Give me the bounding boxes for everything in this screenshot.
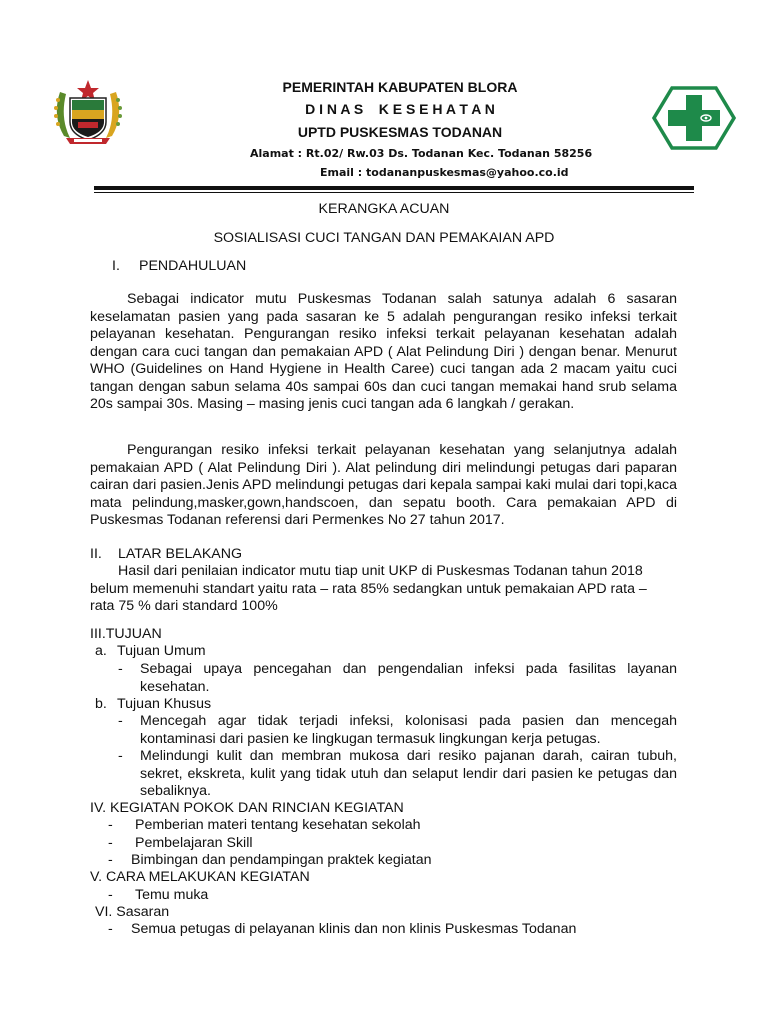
header-address: Alamat : Rt.02/ Rw.03 Ds. Todanan Kec. Todanan 58256 [250, 147, 593, 160]
section-4-heading: IV. KEGIATAN POKOK DAN RINCIAN KEGIATAN [90, 800, 404, 816]
section-2-heading: LATAR BELAKANG [118, 546, 243, 562]
goal-a-title: Tujuan Umum [117, 643, 206, 659]
list-dash: - [108, 887, 113, 903]
list-dash: - [108, 835, 113, 851]
section-5-heading: V. CARA MELAKUKAN KEGIATAN [90, 869, 310, 885]
doc-title: KERANGKA ACUAN [318, 201, 450, 217]
goal-b-label: b. [95, 696, 107, 712]
doc-subtitle: SOSIALISASI CUCI TANGAN DAN PEMAKAIAN APD [213, 230, 555, 246]
section-3-heading: III.TUJUAN [90, 626, 162, 642]
list-dash: - [118, 748, 123, 764]
section-1-paragraph-1: Sebagai indicator mutu Puskesmas Todanan salah satunya adalah 6 sasaran keselamatan pasien yang pada sasaran ke 5 adalah pengurangan resiko infeksi terkait pelayanan kesehatan. Pengurangan resiko infeksi terkait pelayanan kesehatan adalah dengan cara cuci tangan dan pemakaian APD ( Alat Pelindung Diri ) dengan benar. Menurut WHO (Guidelines on Hand Hygiene in Health Caree) cuci tangan ada 2 macam yaitu cuci tangan dengan sabun selama 40s sampai 60s dan cuci tangan memakai hand srub selama 20s sampai 30s. Masing – masing jenis cuci tangan ada 6 langkah / gerakan. [90, 291, 677, 412]
goal-a-label: a. [95, 643, 107, 659]
section-1-paragraph-2: Pengurangan resiko infeksi terkait pelayanan kesehatan yang selanjutnya adalah pemakaian APD ( Alat Pelindung Diri ). Alat pelindung diri melindungi petugas dari paparan cairan dari pasien.Jenis APD melindungi petugas dari kepala sampai kaki mulai dari topi,kaca mata pelindung,masker,gown,handscoen, dan sepatu booth. Cara pemakaian APD di Puskesmas Todanan referensi dari Permenkes No 27 tahun 2017. [90, 442, 677, 528]
section-2-paragraph: Hasil dari penilaian indicator mutu tiap unit UKP di Puskesmas Todanan tahun 2018 belum memenuhi standart yaitu rata – rata 85% sedangkan untuk pemakaian APD rata – rata 75 % dari standard 100% [90, 563, 647, 614]
left-logo [50, 78, 126, 148]
header-divider [94, 186, 694, 190]
section-1-number: I. [112, 258, 120, 274]
header-line-2: D I N A S K E S E H A T A N [305, 101, 495, 117]
header-email: Email : todananpuskesmas@yahoo.co.id [320, 166, 569, 179]
list-dash: - [108, 852, 113, 868]
list-dash: - [118, 713, 123, 729]
blora-emblem-icon [50, 78, 126, 148]
list-dash: - [108, 817, 113, 833]
section-1-heading: PENDAHULUAN [139, 258, 247, 274]
right-logo [652, 86, 736, 150]
header-line-3: UPTD PUSKESMAS TODANAN [297, 124, 503, 140]
header-line-1: PEMERINTAH KABUPATEN BLORA [282, 79, 518, 95]
puskesmas-cross-icon [652, 86, 736, 150]
section-6-heading: VI. Sasaran [95, 904, 170, 920]
goal-b-title: Tujuan Khusus [117, 696, 212, 712]
header-divider-thin [94, 192, 694, 193]
section-2-number: II. [90, 546, 102, 562]
list-dash: - [118, 661, 123, 677]
list-dash: - [108, 921, 113, 937]
